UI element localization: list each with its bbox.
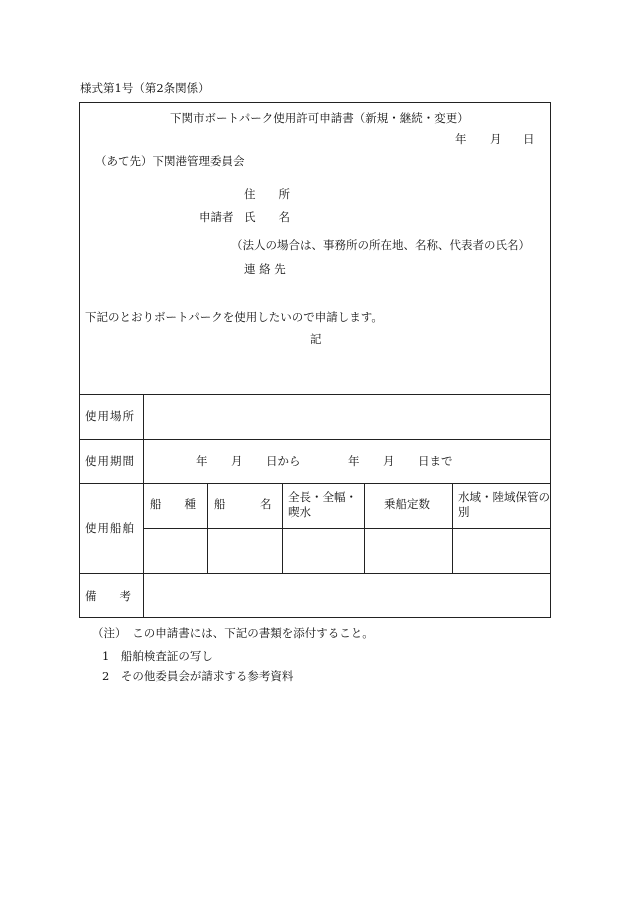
remarks-label: 備 考: [85, 589, 131, 603]
vessel-dimensions-header: 全長・全幅・喫水: [288, 490, 357, 519]
notes-item-2: 2 その他委員会が請求する参考資料: [102, 669, 294, 683]
form-number: 様式第1号（第2条関係）: [80, 81, 210, 95]
period-year-from: 年: [196, 454, 208, 468]
label-column-divider: [143, 394, 144, 618]
vessel-type-field[interactable]: [147, 532, 203, 569]
vessel-type-header: 船 種: [150, 497, 196, 511]
request-statement: 下記のとおりボートパークを使用したいので申請します。: [85, 310, 383, 324]
location-label: 使用場所: [85, 409, 135, 423]
notes-item-1: 1 船舶検査証の写し: [102, 649, 213, 663]
name-label: 氏 名: [244, 210, 290, 224]
vessel-label: 使用船舶: [85, 521, 135, 535]
period-month-from: 月: [231, 454, 243, 468]
table-top-line: [79, 394, 551, 395]
addressee: （あて先）下関港管理委員会: [95, 154, 245, 168]
period-year-until: 年: [348, 454, 360, 468]
row-divider-location: [79, 439, 551, 440]
row-divider-period: [79, 483, 551, 484]
vessel-storage-header: 水域・陸域保管の別: [458, 490, 550, 519]
date-year-label: 年: [455, 132, 467, 146]
date-day-label: 日: [523, 132, 535, 146]
remarks-field[interactable]: [150, 578, 546, 614]
vessel-dimensions-field[interactable]: [286, 532, 360, 569]
period-from: 日から: [266, 454, 301, 468]
vessel-col-divider-1: [207, 483, 208, 573]
location-field[interactable]: [150, 400, 546, 434]
vessel-capacity-header: 乗船定数: [384, 497, 430, 511]
date-month-label: 月: [490, 132, 502, 146]
vessel-name-field[interactable]: [211, 532, 278, 569]
vessel-capacity-field[interactable]: [368, 532, 448, 569]
period-month-until: 月: [383, 454, 395, 468]
vessel-name-header: 船 名: [214, 497, 272, 511]
row-divider-vessel: [79, 573, 551, 574]
vessel-col-divider-4: [452, 483, 453, 573]
vessel-storage-field[interactable]: [456, 532, 546, 569]
corporate-note: （法人の場合は、事務所の所在地、名称、代表者の氏名）: [231, 238, 530, 252]
address-label: 住 所: [244, 187, 290, 201]
ki-mark: 記: [310, 332, 322, 346]
vessel-header-divider: [143, 528, 551, 529]
contact-label: 連 絡 先: [244, 262, 286, 276]
vessel-col-divider-2: [282, 483, 283, 573]
notes-header: （注） この申請書には、下記の書類を添付すること。: [92, 626, 374, 640]
applicant-label: 申請者: [199, 210, 234, 224]
period-label: 使用期間: [85, 454, 135, 468]
form-title: 下関市ボートパーク使用許可申請書（新規・継続・変更）: [170, 111, 469, 125]
period-until: 日まで: [418, 454, 453, 468]
vessel-col-divider-3: [364, 483, 365, 573]
